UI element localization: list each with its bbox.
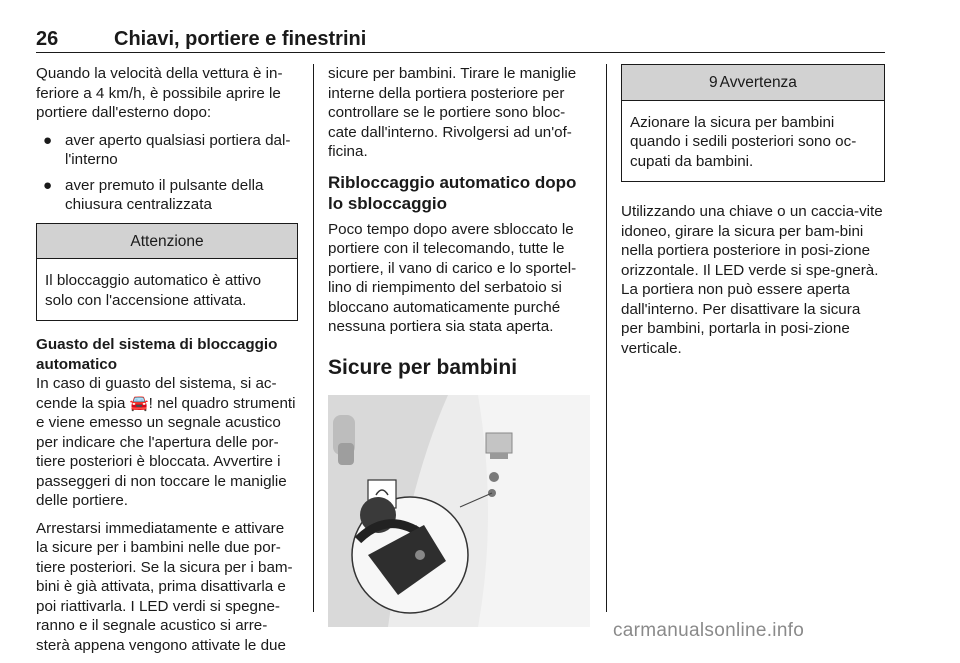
warning-title-text: Avvertenza [719, 74, 797, 91]
notice-title: Attenzione [37, 224, 297, 259]
child-lock-illustration [328, 395, 590, 627]
fault-paragraph: In caso di guasto del sistema, si ac-cende la spia 🚘! nel quadro strumenti e viene emesso un segnale acustico per indicare che l'apertura delle por-tiere posteriori è bloccata. Avvertire i passeggeri di non toccare le maniglie delle portiere. [36, 375, 296, 509]
column-3 [621, 64, 885, 366]
watermark: carmanualsonline.info [613, 620, 805, 641]
header-rule [36, 52, 885, 53]
list-item [36, 131, 298, 170]
page-title: Chiavi, portiere e finestrini [114, 28, 367, 50]
child-lock-paragraph: Utilizzando una chiave o un caccia-vite idoneo, girare la sicura per bam-bini nella portiera posteriore in posi-zione orizzontale. Il LED verde si spe-gnerà. La portiera non può essere aperta dall'interno. Per disattivare la sicura per bambini, portarla in posi-zione verticale. [621, 203, 883, 357]
bullet-icon: ● [43, 176, 53, 194]
relock-paragraph: Poco tempo dopo avere sbloccato le portiere con il telecomando, tutte le portiere, il vano di carico e lo sportel-lino di riempimento del serbatoio si bloccano automaticamente purché nessuna portiera sia stata aperta. [328, 220, 577, 335]
notice-box [36, 223, 298, 322]
column-divider [313, 64, 314, 612]
column-divider [606, 64, 607, 612]
bullet-icon: ● [43, 131, 53, 149]
warning-body: Azionare la sicura per bambini quando i sedili posteriori sono oc-cupati da bambini. [622, 100, 884, 182]
list-item-text: aver aperto qualsiasi portiera dal-l'interno [65, 131, 291, 168]
stop-paragraph: Arrestarsi immediatamente e attivare la sicure per i bambini nelle due por-tiere posteriori. Se la sicura per i bam-bini è già attivata, prima disattivarla e poi riattivarla. I LED verdi si spegne-ranno e il segnale acustico si arre-sterà appena vengono attivate le due [36, 519, 293, 654]
notice-body: Il bloccaggio automatico è attivo solo con l'accensione attivata. [37, 258, 297, 320]
fault-heading: Guasto del sistema di bloccaggio automatico [36, 336, 278, 373]
relock-heading: Ribloccaggio automatico dopo lo sbloccaggio [328, 172, 577, 213]
warning-box [621, 64, 885, 182]
list-item [36, 176, 298, 215]
warning-title [622, 65, 884, 100]
list-item-text: aver premuto il pulsante della chiusura centralizzata [65, 176, 264, 213]
column-2 [328, 64, 590, 627]
section-title: Sicure per bambini [328, 355, 518, 379]
warning-icon: 9 [709, 74, 718, 91]
page-number: 26 [36, 28, 59, 50]
intro-paragraph: Quando la velocità della vettura è in-feriore a 4 km/h, è possibile aprire le portiere dall'esterno dopo: [36, 65, 283, 121]
continuation-paragraph: sicure per bambini. Tirare le maniglie interne della portiera posteriore per controllare se le portiere sono bloc-cate dall'interno. Rivolgersi ad un'of-ficina. [328, 65, 577, 160]
page-header [36, 28, 885, 54]
column-1 [36, 64, 298, 663]
